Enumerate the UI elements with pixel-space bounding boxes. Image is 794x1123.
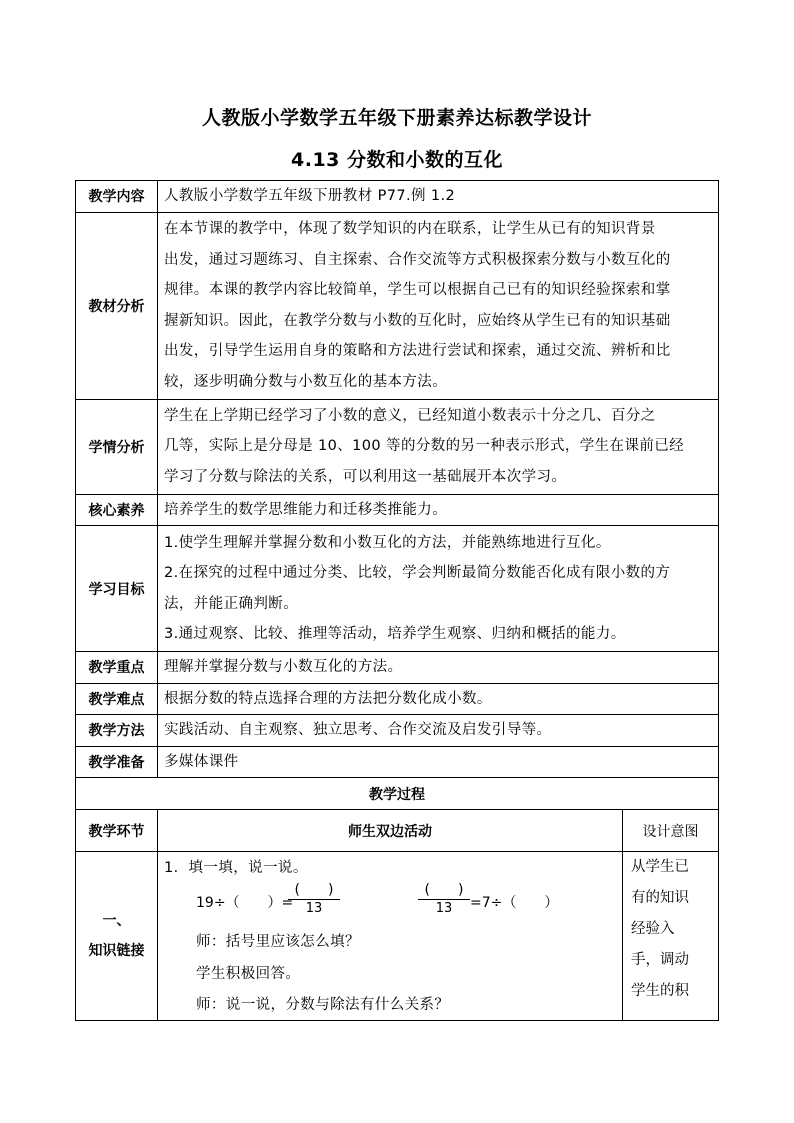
intent-line: 学生的积 — [631, 983, 689, 999]
goal-line: 3.通过观察、比较、推理等活动，培养学生观察、归纳和概括的能力。 — [164, 626, 626, 642]
value-method: 实践活动、自主观察、独立思考、合作交流及启发引导等。 — [158, 715, 719, 747]
fraction-2-numerator: ( ) — [424, 882, 464, 898]
row-process-columns — [76, 810, 719, 852]
student-answer-1: 学生积极回答。 — [196, 966, 301, 982]
label-method: 教学方法 — [76, 715, 158, 747]
stage-intent — [623, 852, 719, 1021]
analysis-line: 出发，引导学生运用自身的策略和方法进行尝试和探索，通过交流、辨析和比 — [164, 343, 671, 359]
teacher-question-1: 师：括号里应该怎么填？ — [196, 934, 360, 950]
row-analysis — [76, 212, 719, 399]
label-analysis: 教材分析 — [76, 212, 158, 399]
equation-2-right: =7÷（ ） — [470, 895, 559, 911]
col-activity-header: 师生双边活动 — [158, 810, 623, 852]
intent-line: 经验入 — [631, 921, 675, 937]
value-key-point: 理解并掌握分数与小数互化的方法。 — [158, 652, 719, 684]
fraction-1-denominator: 13 — [305, 901, 323, 916]
analysis-line: 出发，通过习题练习、自主探索、合作交流等方式积极探索分数与小数互化的 — [164, 251, 671, 268]
activity-item-1: 1．填一填，说一说。 — [164, 860, 308, 876]
row-students — [76, 399, 719, 494]
goal-line: 法，并能正确判断。 — [164, 595, 299, 612]
value-literacy: 培养学生的数学思维能力和迁移类推能力。 — [158, 494, 719, 526]
row-method — [76, 715, 719, 747]
fraction-2-denominator: 13 — [435, 901, 453, 916]
students-line: 学习了分数与除法的关系，可以利用这一基础展开本次学习。 — [164, 468, 567, 485]
fraction-1 — [288, 881, 340, 918]
equation-1-left: 19÷（ ）= — [196, 895, 294, 911]
value-content: 人教版小学数学五年级下册教材 P77.例 1.2 — [158, 181, 719, 213]
process-heading: 教学过程 — [76, 778, 719, 810]
row-stage-1 — [76, 852, 719, 1021]
row-prep — [76, 746, 719, 778]
analysis-line: 在本节课的教学中，体现了数学知识的内在联系，让学生从已有的知识背景 — [164, 221, 656, 237]
value-prep: 多媒体课件 — [158, 746, 719, 778]
value-analysis — [158, 212, 719, 399]
label-difficulty: 教学难点 — [76, 683, 158, 715]
intent-line: 从学生已 — [631, 859, 689, 875]
value-difficulty: 根据分数的特点选择合理的方法把分数化成小数。 — [158, 683, 719, 715]
fraction-2 — [418, 881, 470, 918]
analysis-line: 握新知识。因此，在教学分数与小数的互化时，应始终从学生已有的知识基础 — [164, 312, 671, 329]
goal-line: 2.在探究的过程中通过分类、比较，学会判断最简分数能否化成有限小数的方 — [164, 565, 671, 581]
col-intent-header: 设计意图 — [623, 810, 719, 852]
intent-line: 手，调动 — [631, 952, 689, 968]
row-key-point — [76, 652, 719, 684]
intent-line: 有的知识 — [631, 890, 689, 906]
stage-activity — [158, 852, 623, 1021]
value-students — [158, 399, 719, 494]
value-goals — [158, 526, 719, 652]
row-process-heading — [76, 778, 719, 810]
analysis-line: 较，逐步明确分数与小数互化的基本方法。 — [164, 373, 448, 390]
label-content: 教学内容 — [76, 181, 158, 213]
label-goals: 学习目标 — [76, 526, 158, 652]
students-line: 学生在上学期已经学习了小数的意义，已经知道小数表示十分之几、百分之 — [164, 407, 656, 424]
row-literacy — [76, 494, 719, 526]
label-prep: 教学准备 — [76, 746, 158, 778]
fraction-1-numerator: ( ) — [294, 882, 334, 898]
lesson-plan-table — [75, 180, 719, 1021]
label-key-point: 教学重点 — [76, 652, 158, 684]
stage-label — [76, 852, 158, 1021]
row-content — [76, 181, 719, 213]
row-difficulty — [76, 683, 719, 715]
label-literacy: 核心素养 — [76, 494, 158, 526]
goal-line: 1.使学生理解并掌握分数和小数互化的方法，并能熟练地进行互化。 — [164, 534, 611, 551]
stage-number: 一、 — [102, 913, 131, 929]
col-stage-header: 教学环节 — [76, 810, 158, 852]
analysis-line: 规律。本课的教学内容比较简单，学生可以根据自己已有的知识经验探索和掌 — [164, 282, 671, 298]
label-students: 学情分析 — [76, 399, 158, 494]
row-goals — [76, 526, 719, 652]
lesson-subtitle: 4.13 分数和小数的互化 — [291, 149, 503, 171]
stage-name: 知识链接 — [88, 943, 145, 959]
teacher-question-2: 师：说一说，分数与除法有什么关系？ — [196, 997, 450, 1013]
students-line: 几等，实际上是分母是 10、100 等的分数的另一种表示形式，学生在课前已经 — [164, 438, 685, 455]
document-title: 人教版小学数学五年级下册素养达标教学设计 — [201, 107, 592, 129]
